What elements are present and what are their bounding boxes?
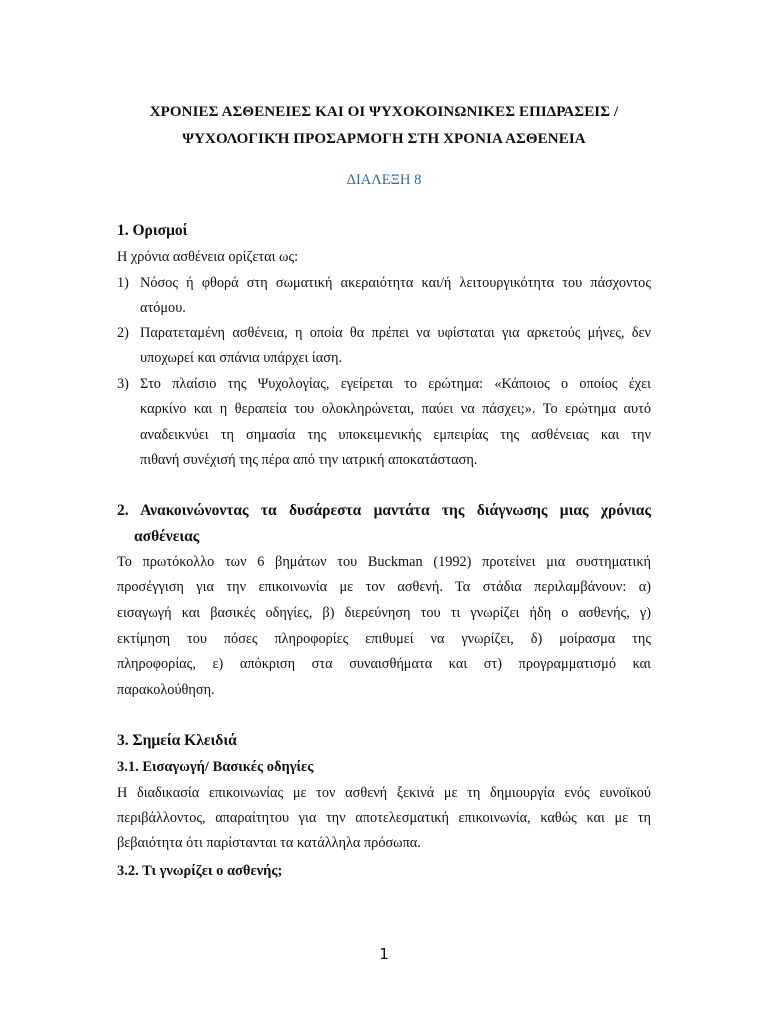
lecture-label: ΔΙΑΛΕΞΗ 8	[346, 172, 422, 188]
paragraph-line: πληροφορίας, ε) απόκριση στα συναισθήματα και στ) προγραμματισμό και	[117, 656, 651, 672]
section-3-heading: 3. Σημεία Κλειδιά	[117, 732, 237, 749]
paragraph-line: εισαγωγή και βασικές οδηγίες, β) διερεύνηση του τι γνωρίζει ήδη ο ασθενής, γ)	[117, 605, 651, 621]
list-item-number: 2)	[117, 325, 129, 341]
section-1-heading: 1. Ορισμοί	[117, 222, 188, 239]
subsection-3-1-heading: 3.1. Εισαγωγή/ Βασικές οδηγίες	[117, 759, 314, 775]
list-item-line: Στο πλαίσιο της Ψυχολογίας, εγείρεται το ερώτημα: «Κάποιος ο οποίος έχει	[140, 376, 651, 392]
list-item-line: καρκίνο και η θεραπεία του ολοκληρώνεται, παύει να πάσχει;». Το ερώτημα αυτό	[140, 401, 651, 417]
document-title-line1: ΧΡΟΝΙΕΣ ΑΣΘΕΝΕΙΕΣ ΚΑΙ ΟΙ ΨΥΧΟΚΟΙΝΩΝΙΚΕΣ ΕΠΙΔΡΑΣΕΙΣ /	[149, 104, 619, 120]
paragraph-line: περιβάλλοντος, απαραίτητου για την αποτελεσματική επικοινωνία, καθώς και με τη	[117, 810, 651, 826]
section-2-heading-line1: 2. Ανακοινώνοντας τα δυσάρεστα μαντάτα της διάγνωσης μιας χρόνιας	[117, 502, 651, 519]
page-number: 1	[379, 945, 389, 963]
subsection-3-2-heading: 3.2. Τι γνωρίζει ο ασθενής;	[117, 863, 283, 879]
list-item-line: ατόμου.	[140, 300, 186, 316]
list-item-line: αναδεικνύει τη σημασία της υποκειμενικής εμπειρίας της ασθένειας και την	[140, 427, 651, 443]
list-item-line: Παρατεταμένη ασθένεια, η οποία θα πρέπει να υφίσταται για αρκετούς μήνες, δεν	[140, 325, 651, 341]
section-2-heading-line2: ασθένειας	[134, 528, 200, 545]
list-item-line: υποχωρεί και σπάνια υπάρχει ίαση.	[140, 350, 343, 366]
list-item-line: Νόσος ή φθορά στη σωματική ακεραιότητα και/ή λειτουργικότητα του πάσχοντος	[140, 275, 651, 291]
paragraph-line: βεβαιότητα ότι παρίστανται τα κατάλληλα πρόσωπα.	[117, 835, 421, 851]
document-title-line2: ΨΥΧΟΛΟΓΙΚΉ ΠΡΟΣΑΡΜΟΓΗ ΣΤΗ ΧΡΟΝΙΑ ΑΣΘΕΝΕΙΑ	[182, 131, 586, 147]
list-item-number: 1)	[117, 275, 129, 291]
paragraph-line: εκτίμηση του πόσες πληροφορίες επιθυμεί να γνωρίζει, δ) μοίρασμα της	[117, 631, 651, 647]
paragraph-line: προσέγγιση για την επικοινωνία με τον ασθενή. Τα στάδια περιλαμβάνουν: α)	[117, 579, 651, 595]
list-item-line: πιθανή συνέχισή της πέρα από την ιατρική αποκατάσταση.	[140, 452, 478, 468]
list-item-number: 3)	[117, 376, 129, 392]
section-1-intro: Η χρόνια ασθένεια ορίζεται ως:	[117, 249, 299, 265]
paragraph-line: Η διαδικασία επικοινωνίας με τον ασθενή ξεκινά με τη δημιουργία ενός ευνοϊκού	[117, 785, 651, 801]
paragraph-line: παρακολούθηση.	[117, 682, 215, 698]
paragraph-line: Το πρωτόκολλο των 6 βημάτων του Buckman (1992) προτείνει μια συστηματική	[117, 554, 651, 570]
